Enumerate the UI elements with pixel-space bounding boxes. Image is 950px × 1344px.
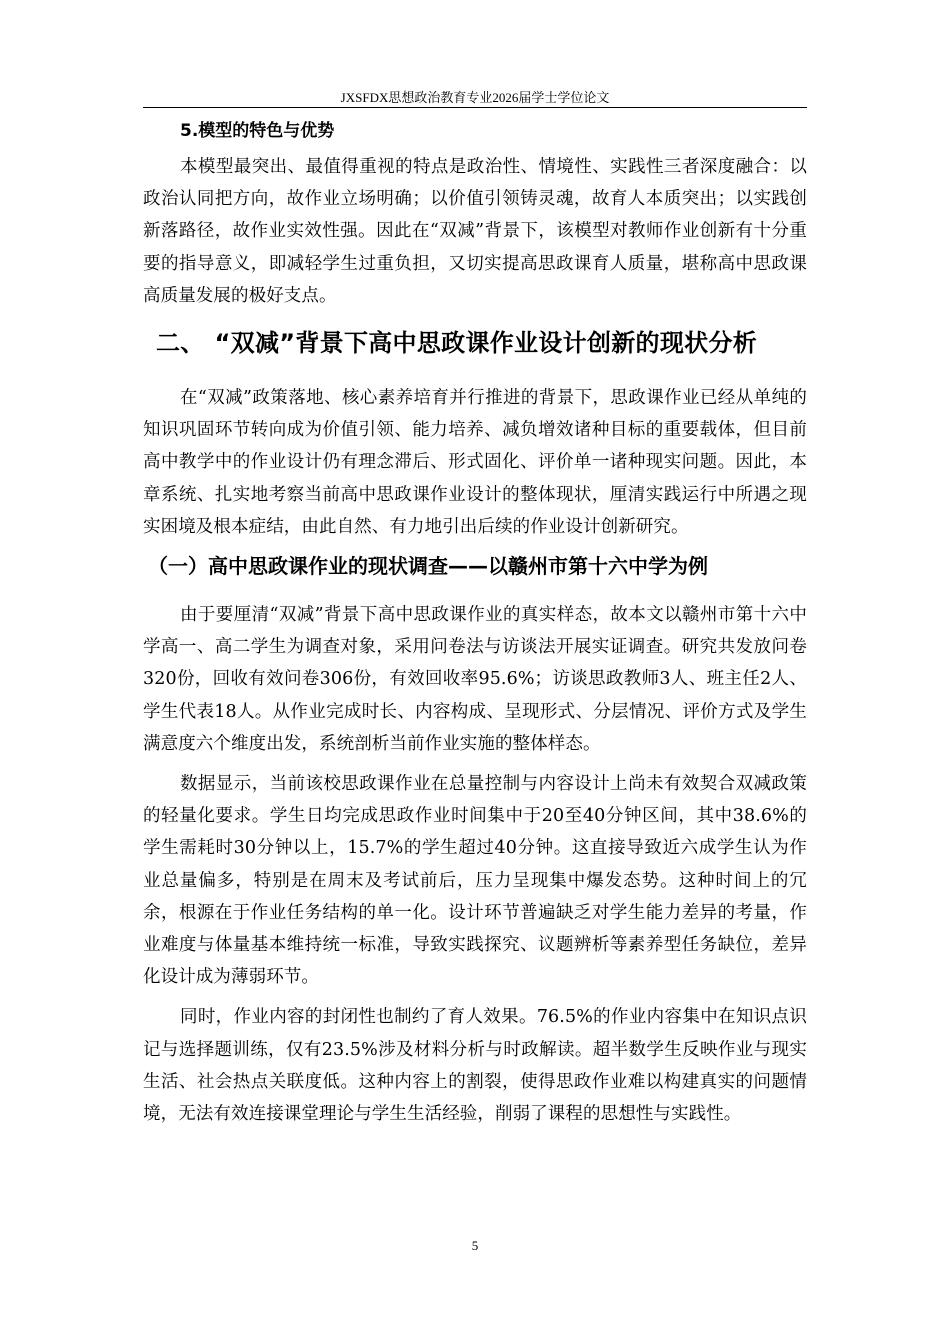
body-paragraph: 数据显示，当前该校思政课作业在总量控制与内容设计上尚未有效契合双减政策的轻量化要求。学生日均完成思政作业时间集中于20至40分钟区间，其中38.6%的学生需耗时30分钟以上，15.7%的学生超过40分钟。这直接导致近六成学生认为作业总量偏多，特别是在周末及考试前后，压力呈现集中爆发态势。这种时间上的冗余，根源在于作业任务结构的单一化。设计环节普遍缺乏对学生能力差异的考量，作业难度与体量基本维持统一标准，导致实践探究、议题辨析等素养型任务缺位，差异化设计成为薄弱环节。 bbox=[143, 774, 807, 988]
chapter-number: 二、 bbox=[156, 329, 205, 358]
body-paragraph: 在“双减”政策落地、核心素养培育并行推进的背景下，思政课作业已经从单纯的知识巩固环节转向成为价值引领、能力培养、减负增效诸种目标的重要载体，但目前高中教学中的作业设计仍有理念滞后、形式固化、评价单一诸种现实问题。因此，本章系统、扎实地考察当前高中思政课作业设计的整体现状，厘清实践运行中所遇之现实困境及根本症结，由此自然、有力地引出后续的作业设计创新研究。 bbox=[143, 388, 807, 537]
body-paragraph: 本模型最突出、最值得重视的特点是政治性、情境性、实践性三者深度融合：以政治认同把方向，故作业立场明确；以价值引领铸灵魂，故育人本质突出；以实践创新落路径，故作业实效性强。因此在“双减”背景下，该模型对教师作业创新有十分重要的指导意义，即减轻学生过重负担，又切实提高思政课育人质量，堪称高中思政课高质量发展的极好支点。 bbox=[143, 157, 807, 306]
page-number: 5 bbox=[471, 1238, 479, 1253]
chapter-heading bbox=[156, 326, 807, 360]
running-header: JXSFDX思想政治教育专业2026届学士学位论文 bbox=[340, 90, 610, 105]
subsection-heading: （一）高中思政课作业的现状调查——以赣州市第十六中学为例 bbox=[148, 554, 708, 579]
page-body bbox=[143, 115, 807, 1138]
section-heading: 5.模型的特色与优势 bbox=[180, 121, 335, 141]
body-paragraph: 由于要厘清“双减”背景下高中思政课作业的真实样态，故本文以赣州市第十六中学高一、高二学生为调查对象，采用问卷法与访谈法开展实证调查。研究共发放问卷320份，回收有效问卷306份，有效回收率95.6%；访谈思政教师3人、班主任2人、学生代表18人。从作业完成时长、内容构成、呈现形式、分层情况、评价方式及学生满意度六个维度出发，系统剖析当前作业实施的整体样态。 bbox=[143, 605, 807, 754]
body-paragraph: 同时，作业内容的封闭性也制约了育人效果。76.5%的作业内容集中在知识点识记与选择题训练，仅有23.5%涉及材料分析与时政解读。超半数学生反映作业与现实生活、社会热点关联度低。这种内容上的割裂，使得思政作业难以构建真实的问题情境，无法有效连接课堂理论与学生生活经验，削弱了课程的思想性与实践性。 bbox=[143, 1007, 807, 1125]
chapter-title: “双减”背景下高中思政课作业设计创新的现状分析 bbox=[214, 329, 758, 358]
header-rule bbox=[143, 107, 807, 108]
